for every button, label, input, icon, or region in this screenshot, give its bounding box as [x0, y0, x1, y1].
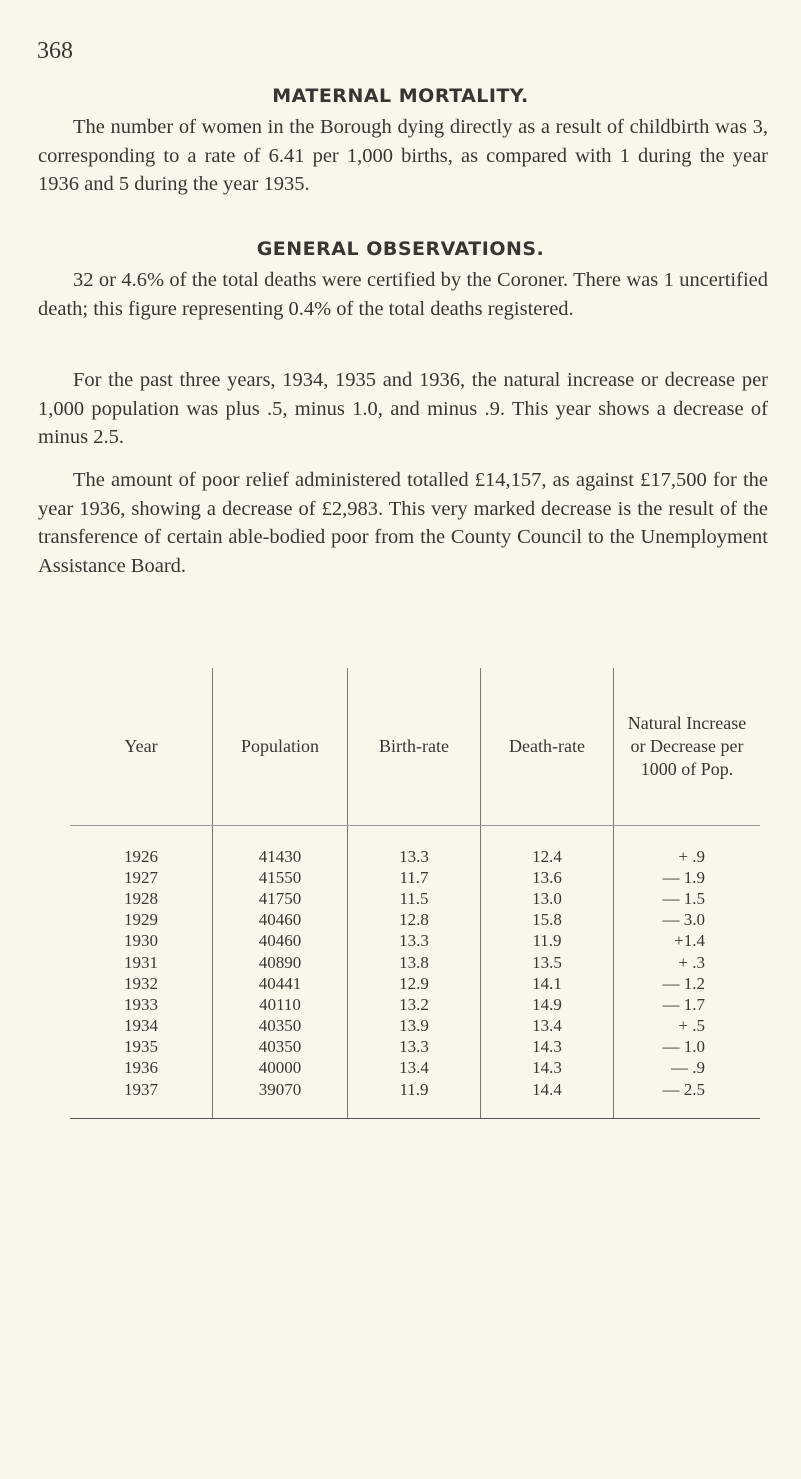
table-cell: + .9	[614, 826, 761, 868]
table-cell: — 1.2	[614, 973, 761, 994]
table-cell: 13.0	[481, 888, 614, 909]
table-row	[70, 973, 760, 994]
table-cell: 13.8	[348, 952, 481, 973]
header-population: Population	[213, 668, 348, 826]
page-number: 368	[37, 38, 73, 64]
table-cell: 41750	[213, 888, 348, 909]
table-cell: 1929	[124, 910, 158, 930]
table-cell: 14.3	[481, 1058, 614, 1079]
table-cell: 1932	[124, 973, 158, 993]
table-cell: 1934	[124, 1016, 158, 1036]
table-cell: — 1.9	[614, 867, 761, 888]
paragraph: The number of women in the Borough dying directly as a result of childbirth was 3, corresponding to a rate of 6.41 per 1,000 births, as compared with 1 during the year 1936 and 5 during the year 1935.	[38, 116, 768, 195]
table-cell: 14.1	[481, 973, 614, 994]
table-cell: 40350	[213, 1037, 348, 1058]
table-cell: 11.9	[348, 1079, 481, 1119]
table-cell: 1937	[70, 1079, 213, 1119]
table-row	[70, 910, 760, 931]
table-row	[70, 826, 760, 868]
vital-statistics-table	[70, 668, 760, 1119]
table-row	[70, 1016, 760, 1037]
table-cell: 11.5	[348, 888, 481, 909]
heading-maternal-mortality: MATERNAL MORTALITY.	[272, 85, 529, 107]
table-cell: 13.9	[348, 1016, 481, 1037]
table-cell: 11.9	[481, 931, 614, 952]
table-cell: 13.3	[348, 1037, 481, 1058]
table-cell: 12.8	[348, 910, 481, 931]
table-cell: 1930	[124, 931, 158, 951]
table-cell: — 1.7	[614, 994, 761, 1015]
table-cell: 40460	[213, 910, 348, 931]
table-cell: 40350	[213, 1016, 348, 1037]
table-cell: 40890	[213, 952, 348, 973]
table-row	[70, 1079, 760, 1119]
table-cell: 1931	[124, 952, 158, 972]
table-cell: 41550	[213, 867, 348, 888]
header-natural-increase: Natural Increase or Decrease per 1000 of Pop.	[614, 668, 761, 826]
paragraph: 32 or 4.6% of the total deaths were certified by the Coroner. There was 1 uncertified death; this figure representing 0.4% of the total deaths registered.	[38, 269, 768, 320]
table-cell: 14.3	[481, 1037, 614, 1058]
table-row	[70, 952, 760, 973]
table-row	[70, 931, 760, 952]
table-cell: 1927	[124, 867, 158, 887]
table-cell: 13.3	[348, 826, 481, 868]
table-cell: 11.7	[348, 867, 481, 888]
table-cell: — .9	[614, 1058, 761, 1079]
table-cell: 40460	[213, 931, 348, 952]
table-cell: 13.4	[348, 1058, 481, 1079]
table-cell: 14.4	[481, 1079, 614, 1119]
table-cell: — 1.5	[614, 888, 761, 909]
table-cell: 40441	[213, 973, 348, 994]
table-cell: 13.2	[348, 994, 481, 1015]
table-cell: 1935	[124, 1037, 158, 1057]
header-birth-rate: Birth-rate	[348, 668, 481, 826]
table-row	[70, 1037, 760, 1058]
paragraph: The amount of poor relief administered totalled £14,157, as against £17,500 for the year 1936, showing a decrease of £2,983. This very marked decrease is the result of the transference of certain able-bodied poor from the County Council to the Unemployment Assistance Board.	[38, 469, 768, 577]
table-cell: 1928	[124, 888, 158, 908]
table-cell: — 2.5	[614, 1079, 761, 1119]
table-cell: 13.3	[348, 931, 481, 952]
table-cell: + .5	[614, 1016, 761, 1037]
table-row	[70, 888, 760, 909]
table-cell: 13.5	[481, 952, 614, 973]
table-cell: +1.4	[614, 931, 761, 952]
table-cell: 13.6	[481, 867, 614, 888]
table-cell: 40110	[213, 994, 348, 1015]
table-cell: — 1.0	[614, 1037, 761, 1058]
table-cell: — 3.0	[614, 910, 761, 931]
table-cell: 15.8	[481, 910, 614, 931]
table-row	[70, 994, 760, 1015]
header-year: Year	[70, 668, 213, 826]
table-cell: 41430	[213, 826, 348, 868]
table-row	[70, 867, 760, 888]
table-cell: 40000	[213, 1058, 348, 1079]
table-cell: 1926	[124, 846, 158, 866]
table-cell: 1933	[124, 994, 158, 1014]
table-cell: 12.4	[481, 826, 614, 868]
table-cell: 13.4	[481, 1016, 614, 1037]
paragraph: For the past three years, 1934, 1935 and 1936, the natural increase or decrease per 1,000 population was plus .5, minus 1.0, and minus .9. This year shows a decrease of minus 2.5.	[38, 369, 768, 448]
table-cell: 14.9	[481, 994, 614, 1015]
table-row	[70, 1058, 760, 1079]
table-cell: 39070	[213, 1079, 348, 1119]
header-death-rate: Death-rate	[481, 668, 614, 826]
heading-general-observations: GENERAL OBSERVATIONS.	[256, 238, 545, 260]
table-cell: 1936	[124, 1058, 158, 1078]
table-cell: 12.9	[348, 973, 481, 994]
table-cell: + .3	[614, 952, 761, 973]
